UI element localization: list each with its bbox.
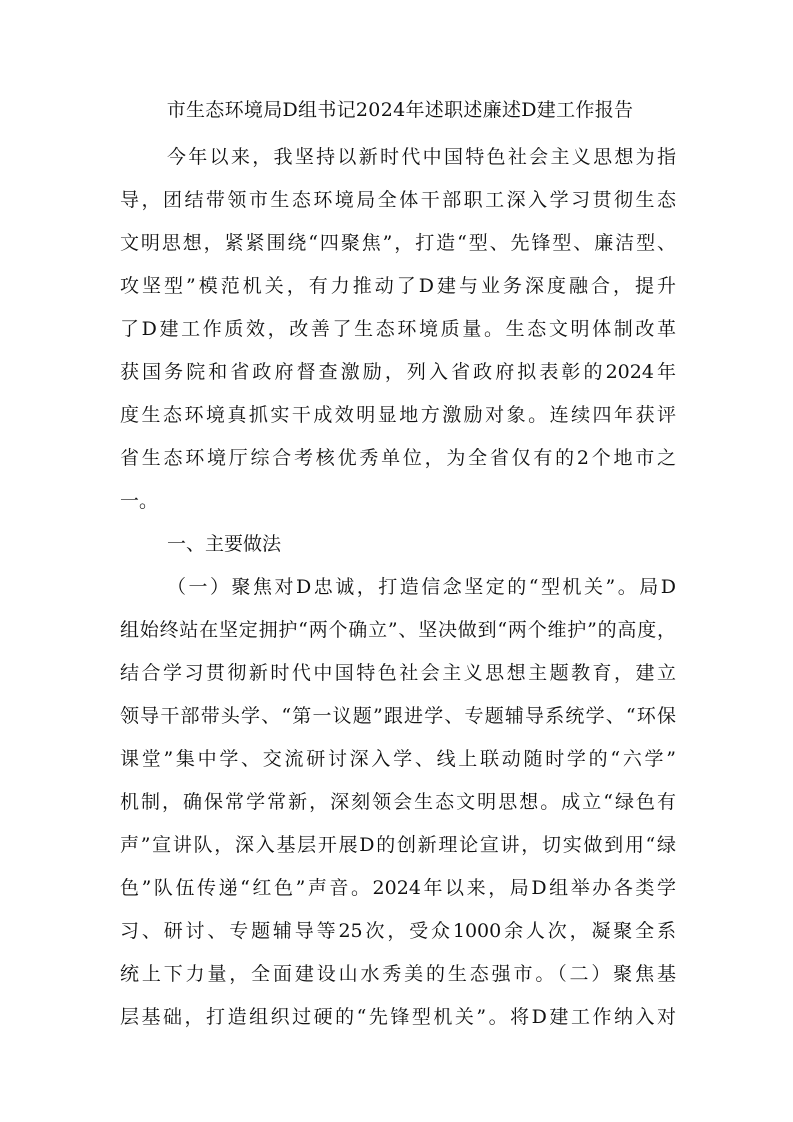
section-line: 组始终站在坚定拥护“两个确立”、坚决做到“两个维护”的高度， <box>120 619 676 641</box>
section-heading: 一、主要做法 <box>167 533 282 555</box>
section-line: 结合学习贯彻新时代中国特色社会主义思想主题教育，建立 <box>120 662 676 684</box>
intro-line: 今年以来，我坚持以新时代中国特色社会主义思想为指 <box>167 146 676 168</box>
intro-line: 文明思想，紧紧围绕“四聚焦”，打造“型、先锋型、廉洁型、 <box>120 232 676 254</box>
intro-line: 度生态环境真抓实干成效明显地方激励对象。连续四年获评 <box>120 404 676 426</box>
intro-line: 省生态环境厅综合考核优秀单位，为全省仅有的2个地市之 <box>120 447 676 469</box>
section-line: 层基础，打造组织过硬的“先锋型机关”。将D建工作纳入对 <box>120 1006 676 1028</box>
intro-line: 导，团结带领市生态环境局全体干部职工深入学习贯彻生态 <box>120 189 676 211</box>
section-line: （一）聚焦对D忠诚，打造信念坚定的“型机关”。局D <box>167 576 676 598</box>
section-line: 课堂”集中学、交流研讨深入学、线上联动随时学的“六学” <box>120 748 676 770</box>
section-line: 机制，确保常学常新，深刻领会生态文明思想。成立“绿色有 <box>120 791 676 813</box>
intro-line: 攻坚型”模范机关，有力推动了D建与业务深度融合，提升 <box>120 275 676 297</box>
document-title: 市生态环境局D组书记2024年述职述廉述D建工作报告 <box>166 99 634 121</box>
intro-line: 了D建工作质效，改善了生态环境质量。生态文明体制改革 <box>120 318 676 340</box>
section-line: 领导干部带头学、“第一议题”跟进学、专题辅导系统学、“环保 <box>120 705 676 727</box>
section-line: 统上下力量，全面建设山水秀美的生态强市。（二）聚焦基 <box>120 963 676 985</box>
section-line: 习、研讨、专题辅导等25次，受众1000余人次，凝聚全系 <box>120 920 676 942</box>
section-line: 声”宣讲队，深入基层开展D的创新理论宣讲，切实做到用“绿 <box>120 834 676 856</box>
intro-line: 获国务院和省政府督查激励，列入省政府拟表彰的2024年 <box>120 361 676 383</box>
intro-line: 一。 <box>120 490 159 512</box>
section-line: 色”队伍传递“红色”声音。2024年以来，局D组举办各类学 <box>120 877 676 899</box>
